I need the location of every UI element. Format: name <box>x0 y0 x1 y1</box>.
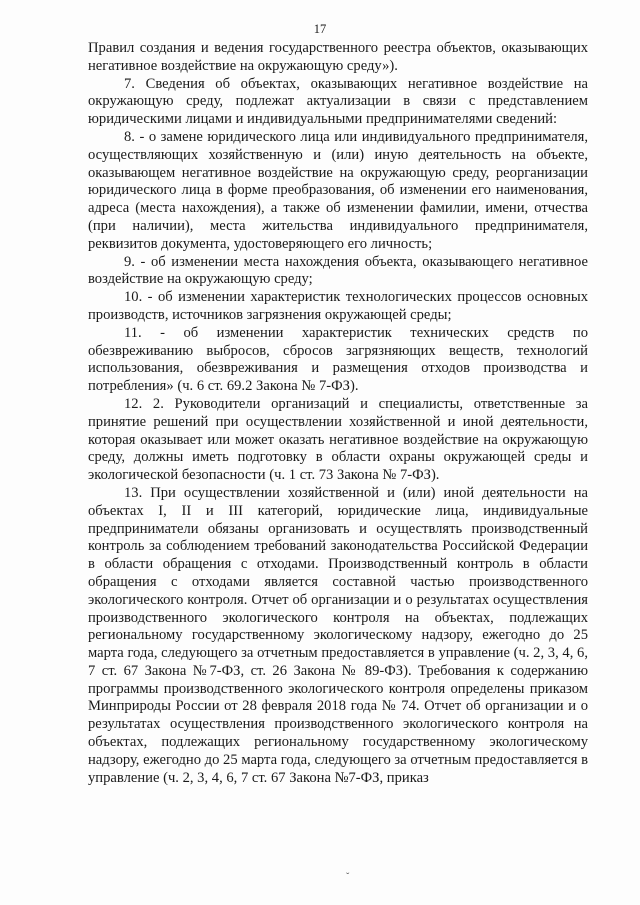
paragraph-item-8: 8. - о замене юридического лица или индивидуального предпринимателя, осуществляющих хозяйственную и (или) иную деятельность на объекте, оказывающем негативное воздействие на окружающую среду, реорганизации юридического лица в форме преобразования, об изменении его наименования, адреса (места нахождения), а также об изменении фамилии, имени, отчества (при наличии), места жительства индивидуального предпринимателя, реквизитов документа, удостоверяющего его личность; <box>88 128 588 252</box>
paragraph-item-13: 13. При осуществлении хозяйственной и (или) иной деятельности на объектах I, II и III категорий, юридические лица, индивидуальные предприниматели обязаны организовать и осуществлять производственный контроль за соблюдением требований законодательства Российской Федерации в области обращения с отходами. Производственный контроль в области обращения с отходами является составной частью производственного экологического контроля. Отчет об организации и о результатах осуществления производственного экологического контроля на объектах, подлежащих региональному государственному экологическому надзору, ежегодно до 25 марта года, следующего за отчетным предоставляется в управление (ч. 2, 3, 4, 6, 7 ст. 67 Закона №7-ФЗ, ст. 26 Закона № 89-ФЗ). Требования к содержанию программы производственного экологического контроля определены приказом Минприроды России от 28 февраля 2018 года № 74. Отчет об организации и о результатах осуществления производственного экологического контроля на объектах, подлежащих региональному государственному экологическому надзору, ежегодно до 25 марта года, следующего за отчетным предоставляется в управление (ч. 2, 3, 4, 6, 7 ст. 67 Закона №7-ФЗ, приказ <box>88 484 588 786</box>
page-number: 17 <box>313 22 327 36</box>
paragraph-item-11: 11. - об изменении характеристик технических средств по обезвреживанию выбросов, сбросов загрязняющих веществ, технологий использования, обезвреживания и размещения отходов производства и потребления» (ч. 6 ст. 69.2 Закона № 7-ФЗ). <box>88 324 588 395</box>
paragraph-item-7: 7. Сведения об объектах, оказывающих негативное воздействие на окружающую среду, подлежат актуализации в связи с представлением юридическими лицами и индивидуальными предпринимателями сведений: <box>88 75 588 128</box>
paragraph-item-10: 10. - об изменении характеристик технологических процессов основных производств, источников загрязнения окружающей среды; <box>88 289 588 323</box>
document-body <box>88 40 588 787</box>
bottom-mark: ˇ <box>346 872 350 883</box>
paragraph-continuation: Правил создания и ведения государственного реестра объектов, оказывающих негативное воздействие на окружающую среду»). <box>88 40 588 74</box>
paragraph-item-9: 9. - об изменении места нахождения объекта, оказывающего негативное воздействие на окружающую среду; <box>88 253 588 288</box>
paragraph-item-12: 12. 2. Руководители организаций и специалисты, ответственные за принятие решений при осуществлении хозяйственной и иной деятельности, которая оказывает или может оказать негативное воздействие на окружающую среду, должны иметь подготовку в области охраны окружающей среды и экологической безопасности (ч. 1 ст. 73 Закона № 7-ФЗ). <box>88 395 588 484</box>
